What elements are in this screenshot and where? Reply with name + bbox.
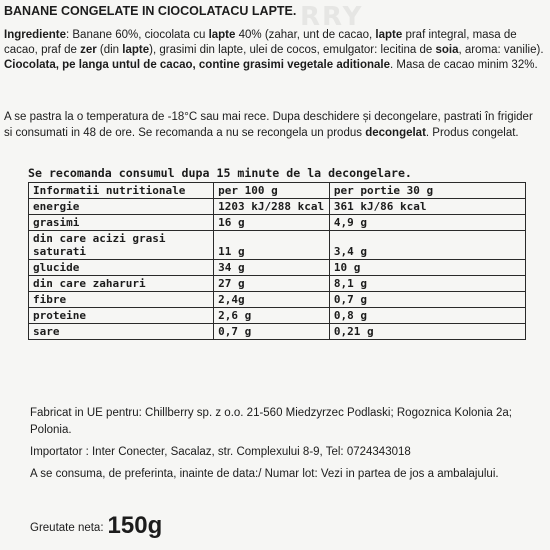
allergen-soy: soia <box>435 44 459 56</box>
nutrition-row <box>29 215 526 231</box>
nutrient-label: fibre <box>29 292 214 308</box>
nutrient-portion: 10 g <box>329 260 525 276</box>
ingredients-text: praf integral, masa de cacao, praf de <box>4 29 517 56</box>
importer-info: Importator : Inter Conecter, Sacalaz, str. Complexului 8-9, Tel: 0724343018 <box>30 446 411 458</box>
nutrient-label: proteine <box>29 308 214 324</box>
manufacturer-info: Fabricat in UE pentru: Chillberry sp. z o.o. 21-560 Miedzyrzec Podlaski; Rogoznica Kolonia 2a; Polonia. <box>30 407 512 436</box>
nutrition-header-per100: per 100 g <box>214 183 330 199</box>
nutrient-label: energie <box>29 199 214 215</box>
nutrition-header-row <box>29 183 526 199</box>
nutrient-portion: 4,9 g <box>329 215 525 231</box>
nutrient-per100: 34 g <box>214 260 330 276</box>
nutrient-label: din care acizi grasi saturati <box>29 231 214 260</box>
nutrition-row <box>29 260 526 276</box>
allergen-milk: lapte <box>122 44 150 56</box>
nutrition-header-portion: per portie 30 g <box>329 183 525 199</box>
footer-info <box>30 405 535 488</box>
ingredients-text: : Banane 60%, ciocolata cu <box>65 29 209 41</box>
nutrient-portion: 0,21 g <box>329 324 525 340</box>
nutrition-table <box>28 182 526 340</box>
nutrient-per100: 2,4g <box>214 292 330 308</box>
nutrition-header-label: Informatii nutritionale <box>29 183 214 199</box>
ingredients-paragraph <box>4 28 544 73</box>
ingredients-text: . Masa de cacao minim 32%. <box>390 59 538 71</box>
nutrient-portion: 0,8 g <box>329 308 525 324</box>
nutrient-label: glucide <box>29 260 214 276</box>
ingredients-text: ), grasimi din lapte, ulei de cocos, emulgator: lecitina de <box>149 44 436 56</box>
consumption-recommendation: Se recomanda consumul dupa 15 minute de la decongelare. <box>28 166 412 180</box>
nutrient-per100: 27 g <box>214 276 330 292</box>
vegetable-fat-notice: Ciocolata, pe langa untul de cacao, contine grasimi vegetale aditionale <box>4 59 390 71</box>
net-weight-label: Greutate neta: <box>30 522 104 534</box>
nutrient-per100: 1203 kJ/288 kcal <box>214 199 330 215</box>
storage-text: A se pastra la o temperatura de -18°C sau mai rece. Dupa deschidere și decongelare, pastrati în frigider si consumati in 48 de ore. Se recomanda a nu se recongela un produs <box>4 111 533 139</box>
nutrition-row-energy <box>29 199 526 215</box>
allergen-whey: zer <box>80 44 97 56</box>
allergen-milk: lapte <box>208 29 236 41</box>
net-weight-value: 150g <box>107 512 163 539</box>
nutrition-row <box>29 276 526 292</box>
nutrient-per100: 16 g <box>214 215 330 231</box>
nutrient-label: din care zaharuri <box>29 276 214 292</box>
ingredients-label: Ingrediente <box>4 29 66 41</box>
ingredients-text: 40% (zahar, unt de cacao, <box>235 29 376 41</box>
nutrient-portion: 361 kJ/86 kcal <box>329 199 525 215</box>
ingredients-text: , aroma: vanilie). <box>458 44 544 56</box>
allergen-milk: lapte <box>375 29 403 41</box>
nutrition-row <box>29 324 526 340</box>
nutrient-portion: 0,7 g <box>329 292 525 308</box>
nutrient-portion: 8,1 g <box>329 276 525 292</box>
watermark-text: RRY <box>300 2 364 32</box>
nutrition-row <box>29 231 526 260</box>
nutrition-row <box>29 292 526 308</box>
storage-instructions <box>4 110 544 141</box>
nutrient-label: grasimi <box>29 215 214 231</box>
product-title: BANANE CONGELATE IN CIOCOLATACU LAPTE. <box>4 4 297 18</box>
nutrient-per100: 0,7 g <box>214 324 330 340</box>
net-weight <box>30 512 162 540</box>
nutrient-label: sare <box>29 324 214 340</box>
nutrient-per100: 11 g <box>214 231 330 260</box>
storage-text: . Produs congelat. <box>425 126 519 139</box>
best-before-info: A se consuma, de preferinta, inainte de data:/ Numar lot: Vezi in partea de jos a ambalajului. <box>30 468 499 480</box>
nutrition-row <box>29 308 526 324</box>
nutrient-per100: 2,6 g <box>214 308 330 324</box>
ingredients-text: (din <box>96 44 123 56</box>
storage-emphasis: decongelat <box>365 126 426 139</box>
nutrient-portion: 3,4 g <box>329 231 525 260</box>
